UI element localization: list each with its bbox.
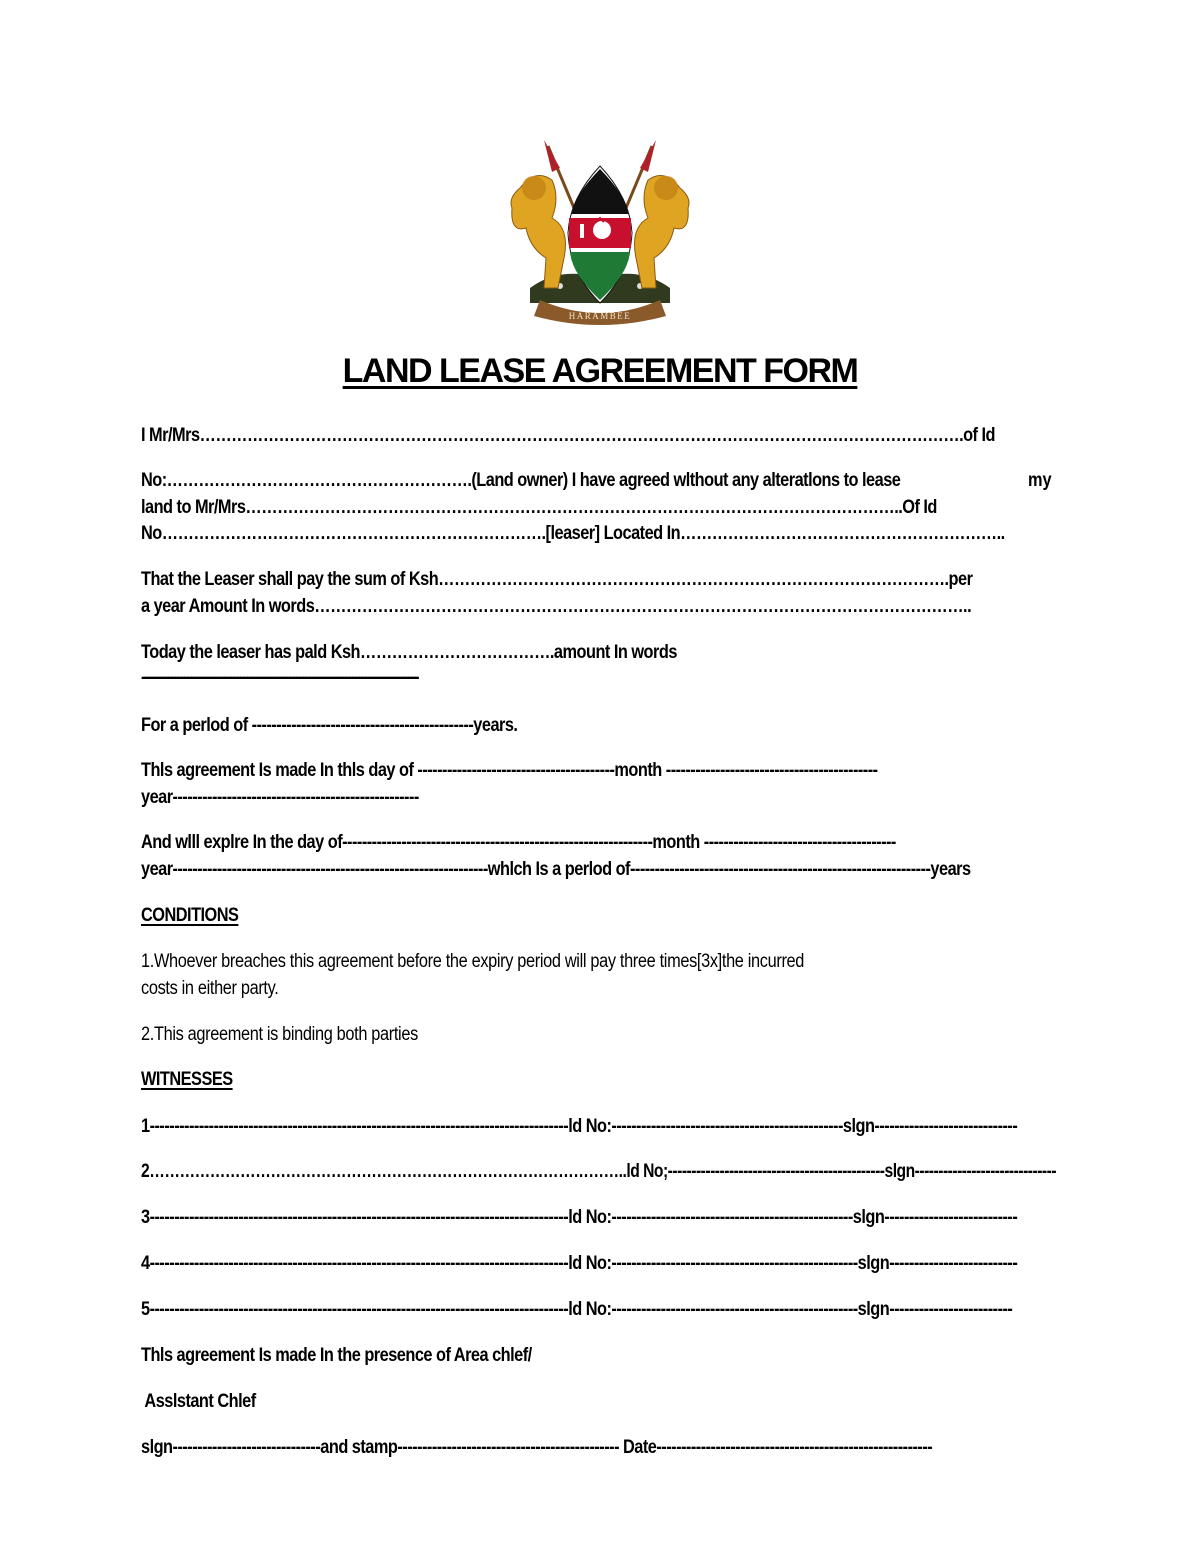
chief-presence-line: Thls agreement Is made In the presence of Area chlef/: [141, 1345, 532, 1366]
leaser-name-line: land to Mr/Mrs……………………………………………………………………………………………………………..Of Id: [141, 497, 937, 518]
agreement-date-line: Thls agreement Is made In thls day of ----------------------------------------month -------------------------------------------: [141, 760, 878, 781]
paid-amount-line: Today the leaser has pald Ksh……………………………….amount In words: [141, 642, 677, 663]
condition-1-line-1: 1.Whoever breaches this agreement before the expiry period will pay three times[3x]the incurred: [141, 951, 805, 972]
annual-sum-words-line: a year Amount In words……………………………………………………………………………………………………………..: [141, 596, 972, 617]
chief-sign-stamp-date-line: slgn------------------------------and stamp--------------------------------------------- Date--------------------------------------------------------: [141, 1437, 933, 1458]
witness-row: 2…………………………………………………………………………………..ld No;----------------------------------------------slgn------------------------------: [141, 1161, 1057, 1182]
conditions-heading: CONDITIONS: [141, 905, 239, 926]
assistant-chief-label: Asslstant Chlef: [141, 1391, 256, 1412]
lease-period-line: For a perlod of ---------------------------------------------years.: [141, 715, 518, 736]
witness-row: 1-------------------------------------------------------------------------------------ld No:-----------------------------------------------slgn-----------------------------: [141, 1116, 1018, 1137]
condition-2: 2.This agreement is binding both parties: [141, 1024, 418, 1045]
svg-text:HARAMBEE: HARAMBEE: [568, 311, 632, 321]
paid-amount-words-blank: ------------------------------------------------------------------------------------: [141, 667, 418, 688]
witness-row: 5-------------------------------------------------------------------------------------ld No:--------------------------------------------------slgn-------------------------: [141, 1299, 1013, 1320]
agreement-year-line: year--------------------------------------------------: [141, 787, 419, 808]
expiry-date-line: And wlll explre In the day of---------------------------------------------------------------month ---------------------------------------: [141, 832, 896, 853]
leaser-id-location-line: No……………………………………………………………….[leaser] Located In……………………………………………………..: [141, 523, 1005, 544]
witness-row: 3-------------------------------------------------------------------------------------ld No:-------------------------------------------------slgn---------------------------: [141, 1207, 1018, 1228]
owner-name-line: I Mr/Mrs……………………………………………………………………………………………………………………………….of Id: [141, 425, 996, 446]
expiry-year-period-line: year----------------------------------------------------------------whlch Is a perlod of-------------------------------------------------------------years: [141, 859, 971, 880]
witness-row: 4-------------------------------------------------------------------------------------ld No:--------------------------------------------------slgn--------------------------: [141, 1253, 1018, 1274]
annual-sum-line: That the Leaser shall pay the sum of Ksh…………………………………………………………………………………….per: [141, 569, 973, 590]
witnesses-heading: WITNESSES: [141, 1069, 233, 1090]
owner-id-line: No:………………………………………………….(Land owner) I have agreed wlthout any alteratlons to lease: [141, 470, 901, 491]
page-title: LAND LEASE AGREEMENT FORM: [342, 352, 858, 390]
condition-1-line-2: costs in either party.: [141, 978, 279, 999]
kenya-coat-of-arms-icon: [500, 138, 700, 326]
owner-id-line-end: my: [1028, 470, 1052, 491]
